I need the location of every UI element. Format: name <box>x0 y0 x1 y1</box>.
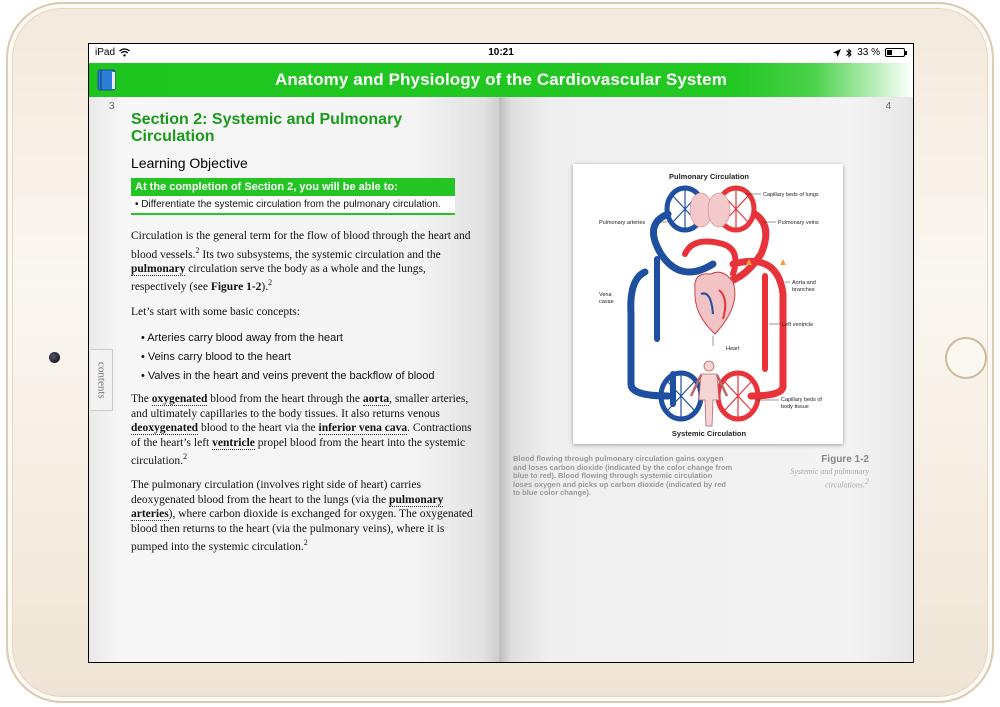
circulation-figure[interactable] <box>573 164 843 444</box>
paragraph-systemic: The oxygenated blood from the heart through the aorta, smaller arteries, and ultimately capillaries to the body tissues. It also returns venous deoxygenated blood to the heart via the inferior vena cava. Contractions of the heart’s left ventricle propel blood from the heart into the systemic circulation.$^2$ <box>131 393 472 467</box>
location-arrow-icon <box>833 49 841 57</box>
glossary-link-aorta[interactable]: aorta <box>362 393 390 406</box>
battery-level <box>887 50 892 55</box>
glossary-link-pulmonary-arteries[interactable]: pulmonary arteries <box>131 493 444 521</box>
list-item: • Veins carry blood to the heart <box>141 351 291 364</box>
figure-subtitle: Systemic and pulmonary circulations.$^2$ <box>790 467 869 490</box>
glossary-link-pulmonary[interactable]: pulmonary <box>131 262 186 275</box>
label-pulmonary-veins: Pulmonary veins <box>778 220 819 226</box>
screen <box>88 43 914 663</box>
status-bar <box>89 44 913 63</box>
figure-label: Figure 1-2 <box>821 454 869 465</box>
home-button[interactable] <box>945 337 987 379</box>
paragraph-basic-concepts: Let’s start with some basic concepts: <box>131 305 300 318</box>
book-icon[interactable] <box>97 69 117 91</box>
figure-reference-link[interactable]: Figure 1-2 <box>210 281 262 294</box>
objective-heading: At the completion of Section 2, you will be able to: <box>131 178 455 196</box>
citation-superscript: 2 <box>195 245 200 255</box>
front-camera <box>49 352 60 363</box>
citation-superscript: 2 <box>183 452 188 462</box>
contents-tab[interactable] <box>91 349 113 411</box>
clock: 10:21 <box>488 47 514 58</box>
citation-superscript: 2 <box>865 477 869 486</box>
device-name: iPad <box>95 47 116 58</box>
book-title: Anatomy and Physiology of the Cardiovascular System <box>275 70 727 89</box>
page-number-right: 4 <box>885 101 891 112</box>
battery-percent: 33 % <box>857 47 880 58</box>
section-title: Section 2: Systemic and Pulmonary Circulation <box>131 111 403 145</box>
list-item: • Valves in the heart and veins prevent the backflow of blood <box>141 370 435 383</box>
diagram-bottom-title: Systemic Circulation <box>671 429 747 438</box>
label-vena-cavae-1: Vena <box>599 292 612 298</box>
book-spread <box>89 97 913 663</box>
page-content <box>131 111 481 565</box>
paragraph-pulmonary: The pulmonary circulation (involves right side of heart) carries deoxygenated blood from the heart to the lungs (via the pulmonary arteries), where carbon dioxide is exchanged for oxygen. The oxygenated blood then returns to the heart (via the pulmonary veins), where it is pumped into the systemic circulation.$^2$ <box>131 479 473 554</box>
glossary-link-inferior-vena-cava[interactable]: inferior vena cava <box>318 422 408 435</box>
bluetooth-icon <box>846 48 852 58</box>
diagram-top-title: Pulmonary Circulation <box>668 172 750 181</box>
contents-tab-label: contents <box>95 361 108 399</box>
label-heart: Heart <box>726 346 740 352</box>
citation-superscript: 2 <box>268 278 273 288</box>
circulation-diagram <box>573 164 843 444</box>
citation-superscript: 2 <box>303 538 308 548</box>
learning-objective-heading: Learning Objective <box>131 155 248 171</box>
lung-capillaries <box>667 188 754 230</box>
list-item: • Arteries carry blood away from the heart <box>141 332 343 345</box>
page-number-left: 3 <box>109 101 115 112</box>
figure-caption-block <box>759 454 869 491</box>
battery-icon <box>885 48 905 57</box>
label-capillary-lungs: Capillary beds of lungs <box>763 192 819 198</box>
label-capillary-body-1: Capillary beds of <box>781 397 822 403</box>
label-capillary-body-2: body tissue <box>781 404 809 410</box>
title-bar <box>89 63 913 97</box>
objective-box <box>131 178 455 215</box>
label-aorta-2: branches <box>792 287 815 293</box>
concept-list <box>141 329 481 386</box>
label-pulmonary-arteries: Pulmonary arteries <box>599 220 646 226</box>
glossary-link-deoxygenated[interactable]: deoxygenated <box>131 422 199 435</box>
label-left-ventricle: Left ventricle <box>782 322 814 328</box>
heart-shape <box>695 272 735 334</box>
paragraph-circulation: Circulation is the general term for the flow of blood through the heart and blood vessels.$^2$ Its two subsystems, the systemic circulation and the pulmonary circulation serve the body as a whole and the lungs, respectively (see Figure 1-2).$^2$ <box>131 230 471 294</box>
figure-caption: Blood flowing through pulmonary circulation gains oxygen and loses carbon dioxide (indicated by the color change from blue to red). Blood flowing through systemic circulation loses oxygen and picks up carbon dioxide (indicated by red to blue color change). <box>513 454 733 497</box>
left-page[interactable] <box>89 97 499 663</box>
label-aorta-1: Aorta and <box>792 280 816 286</box>
glossary-link-oxygenated[interactable]: oxygenated <box>151 393 208 406</box>
objective-item: • Differentiate the systemic circulation from the pulmonary circulation. <box>131 196 455 215</box>
label-vena-cavae-2: cavae <box>599 299 614 305</box>
glossary-link-ventricle[interactable]: ventricle <box>212 436 255 449</box>
right-page[interactable] <box>499 97 913 663</box>
